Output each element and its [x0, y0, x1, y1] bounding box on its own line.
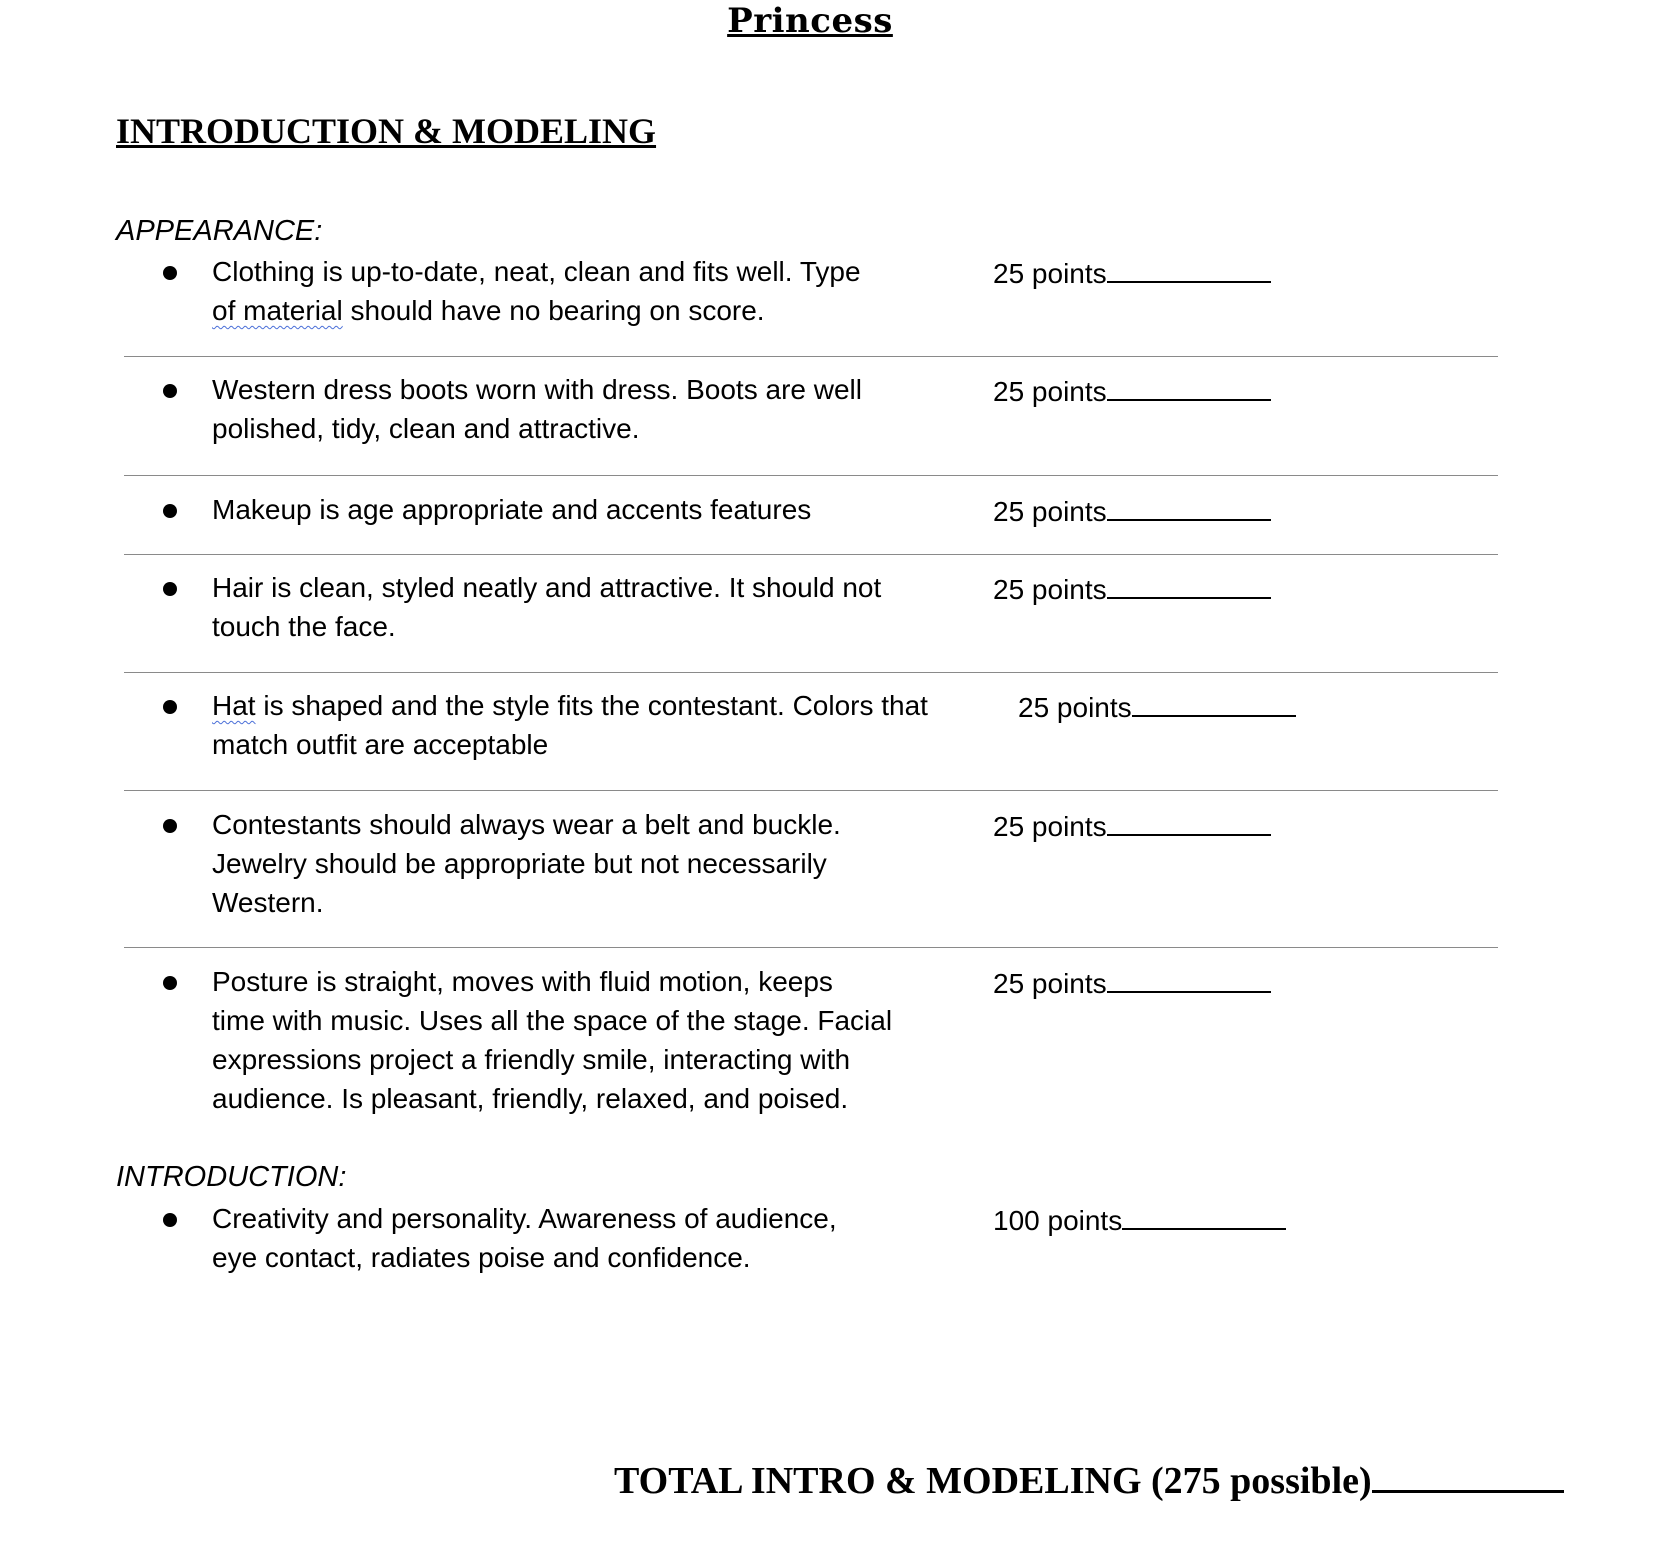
total-score-field	[614, 1456, 1564, 1505]
points-value: 25 points	[993, 574, 1107, 605]
points-field	[993, 1199, 1286, 1240]
introduction-label: INTRODUCTION:	[116, 1161, 347, 1193]
points-field	[993, 252, 1271, 293]
points-value: 25 points	[993, 258, 1107, 289]
bullet-icon	[163, 504, 177, 518]
score-blank[interactable]	[1107, 370, 1271, 401]
points-value: 25 points	[993, 968, 1107, 999]
item-description-text: should have no bearing on score.	[342, 295, 765, 326]
item-description-text: is shaped and the style fits the contestant. Colors that match outfit are acceptable	[212, 690, 928, 760]
points-field	[993, 805, 1271, 846]
score-blank[interactable]	[1107, 568, 1271, 599]
item-description: Creativity and personality. Awareness of audience, eye contact, radiates poise and confidence.	[212, 1203, 837, 1273]
bullet-icon	[163, 582, 177, 596]
points-value: 25 points	[993, 811, 1107, 842]
points-value: 25 points	[993, 496, 1107, 527]
item-description: Makeup is age appropriate and accents features	[212, 494, 812, 525]
score-blank[interactable]	[1122, 1199, 1286, 1230]
spellcheck-flagged-word: Hat	[212, 690, 256, 721]
bullet-icon	[163, 976, 177, 990]
points-value: 25 points	[1018, 692, 1132, 723]
score-blank[interactable]	[1107, 962, 1271, 993]
score-blank[interactable]	[1132, 686, 1296, 717]
divider	[124, 790, 1498, 791]
score-blank[interactable]	[1107, 252, 1271, 283]
divider	[124, 554, 1498, 555]
appearance-label: APPEARANCE:	[116, 215, 323, 247]
points-field	[993, 490, 1271, 531]
item-description: Hair is clean, styled neatly and attractive. It should not touch the face.	[212, 572, 882, 642]
bullet-icon	[163, 384, 177, 398]
item-description: Contestants should always wear a belt and buckle. Jewelry should be appropriate but not necessarily Western.	[212, 809, 841, 918]
item-description: Western dress boots worn with dress. Boots are well polished, tidy, clean and attractive.	[212, 374, 862, 444]
bullet-icon	[163, 819, 177, 833]
points-field	[1018, 686, 1296, 727]
divider	[124, 672, 1498, 673]
bullet-icon	[163, 1213, 177, 1227]
points-field	[993, 962, 1271, 1003]
item-description	[212, 686, 928, 764]
item-description-text: Clothing is up-to-date, neat, clean and fits well. Type	[212, 256, 861, 287]
points-field	[993, 370, 1271, 411]
bullet-icon	[163, 266, 177, 280]
divider	[124, 475, 1498, 476]
section-heading: INTRODUCTION & MODELING	[116, 111, 657, 151]
points-value: 25 points	[993, 376, 1107, 407]
divider	[124, 947, 1498, 948]
bullet-icon	[163, 700, 177, 714]
score-blank[interactable]	[1107, 490, 1271, 521]
total-label: TOTAL INTRO & MODELING (275 possible)	[614, 1460, 1372, 1502]
item-description: Posture is straight, moves with fluid motion, keeps time with music. Uses all the space of the stage. Facial expressions project a friendly smile, interacting with audience. Is pleasant, friendly, relaxed, and poised.	[212, 966, 893, 1114]
item-description	[212, 252, 861, 330]
spellcheck-flagged-word: of material	[212, 295, 343, 326]
page-title: Princess	[727, 1, 893, 41]
total-score-blank[interactable]	[1372, 1456, 1564, 1493]
points-value: 100 points	[993, 1205, 1123, 1236]
score-blank[interactable]	[1107, 805, 1271, 836]
points-field	[993, 568, 1271, 609]
divider	[124, 356, 1498, 357]
